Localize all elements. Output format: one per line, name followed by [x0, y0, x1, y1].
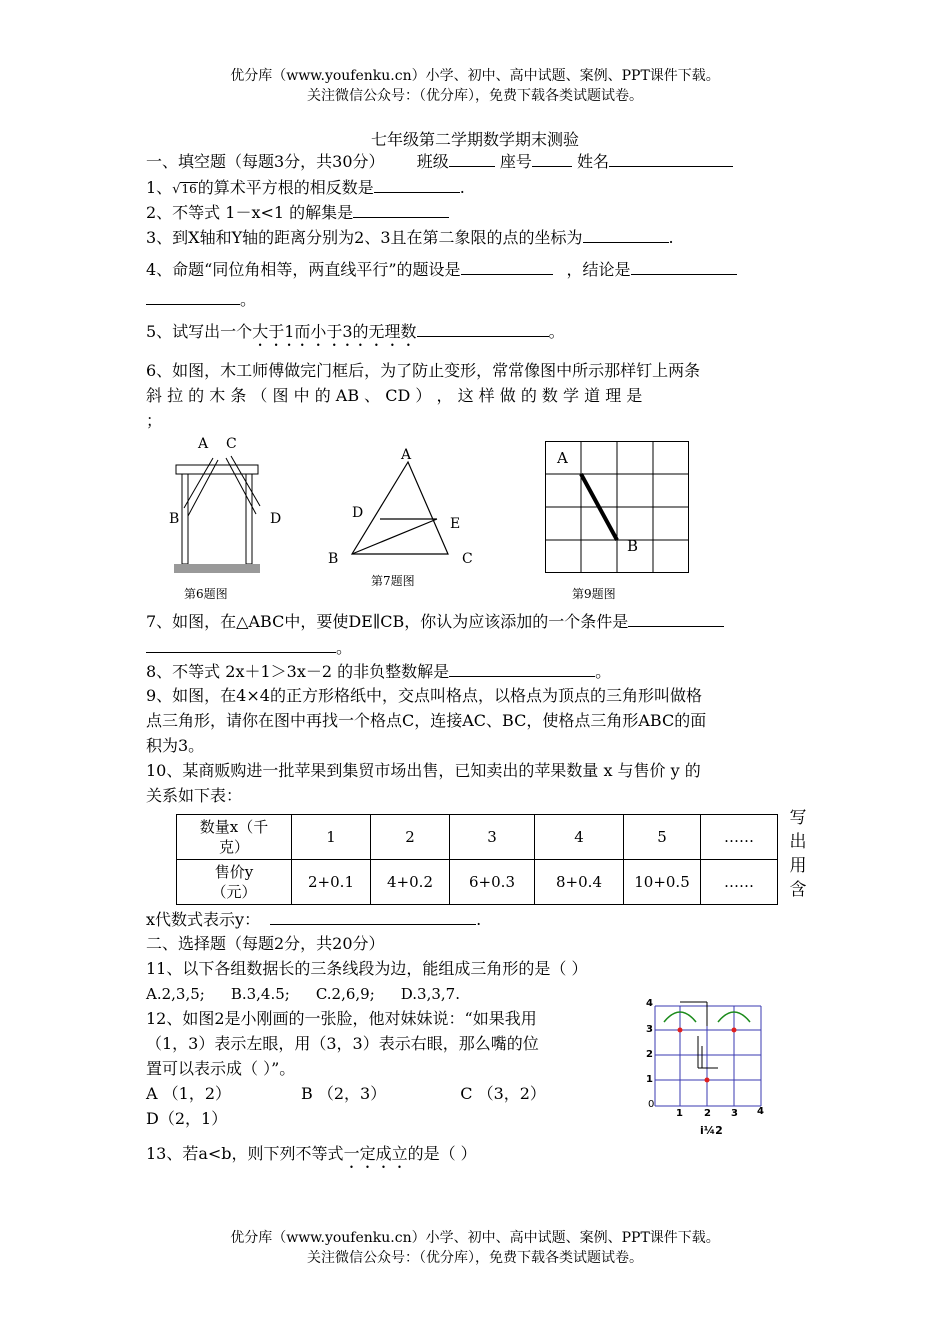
q1-number: 1、: [146, 178, 173, 197]
q2-text: 2、不等式 1－x<1 的解集是: [146, 203, 354, 222]
q7-blank-cont[interactable]: [146, 636, 336, 653]
table-row: [177, 860, 778, 905]
q13-pre: 13、若a<b，则下列不等式: [146, 1144, 344, 1163]
fig6-lintel: [176, 465, 258, 474]
question-13: [146, 1143, 477, 1172]
q4-blank-2[interactable]: [631, 258, 737, 275]
q12-line-3: 置可以表示成（ ）”。: [146, 1059, 296, 1078]
q2-blank[interactable]: [353, 201, 449, 218]
q4-mid: ，结论是: [566, 260, 631, 279]
fig2-x-tick-1: 1: [676, 1108, 683, 1119]
fig6-left-post: [182, 474, 188, 564]
q10-answer-row: [146, 908, 481, 931]
q12-line-2: （1，3）表示左眼，用（3，3）表示右眼，那么嘴的位: [146, 1034, 539, 1053]
fig7-segment-be: [352, 519, 437, 554]
name-label: 姓名: [576, 152, 609, 171]
fig2-y-tick-0: 0: [648, 1099, 655, 1110]
q12-options-row: [146, 1083, 546, 1105]
fig7-label-e: E: [450, 516, 461, 532]
q7-end: 。: [336, 638, 353, 657]
q9-line-2: 点三角形，请你在图中再找一个格点C，连接AC、BC，使格点三角形ABC的面: [146, 711, 707, 730]
q6-line-2: 斜 拉 的 木 条 （ 图 中 的 AB 、 CD ） ， 这 样 做 的 数 学 道 理 是: [146, 386, 643, 405]
footer-line-2: 关注微信公众号：（优分库），免费下载各类试题试卷。: [307, 1250, 643, 1266]
question-4-cont: [146, 288, 256, 311]
q11-options: [146, 983, 606, 1005]
table-cell: 8+0.4: [535, 860, 624, 905]
q5-pre: 5、试写出一个: [146, 322, 253, 341]
q1-end: .: [459, 178, 465, 197]
q7-text: 7、如图，在△ABC中，要使DE∥CB，你认为应该添加的一个条件是: [146, 612, 629, 631]
class-label: 班级: [416, 152, 449, 171]
q4-text: 4、命题“同位角相等，两直线平行”的题设是: [146, 260, 461, 279]
question-1: [146, 176, 465, 201]
q5-emphasis: 大于1而小于3的无理数: [252, 322, 417, 341]
q11-option-a[interactable]: A.2,3,5;: [146, 985, 205, 1003]
table-cell: 2: [371, 815, 450, 860]
fig9-label-a: A: [557, 449, 568, 467]
q10-line-1: 10、某商贩购进一批苹果到集贸市场出售，已知卖出的苹果数量 x 与售价 y 的: [146, 761, 701, 780]
q11-option-b[interactable]: B.3,4.5;: [230, 985, 290, 1003]
table-cell: 5: [624, 815, 701, 860]
table-cell: 4: [535, 815, 624, 860]
q9-line-1: 9、如图，在4×4的正方形格纸中，交点叫格点，以格点为顶点的三角形叫做格: [146, 686, 702, 705]
q13-emphasis: 一定成立: [343, 1144, 408, 1163]
fig9-caption: 第9题图: [572, 587, 616, 601]
fig6-label-a: A: [198, 436, 209, 452]
fig2-x-tick-2: 2: [704, 1108, 711, 1119]
question-7-cont: [146, 636, 352, 659]
name-blank[interactable]: [609, 150, 733, 167]
question-4: [146, 258, 737, 281]
fig2-face-grid: [640, 996, 770, 1122]
seat-label: 座号: [499, 152, 532, 171]
seat-blank[interactable]: [532, 150, 572, 167]
question-8: [146, 660, 611, 683]
right-eye-dot: [732, 1028, 737, 1033]
header-line-2: 关注微信公众号：（优分库），免费下载各类试题试卷。: [307, 88, 643, 104]
q12-option-d[interactable]: D（2，1）: [146, 1109, 228, 1128]
section1-heading: 一、填空题（每题3分，共30分）: [146, 152, 385, 171]
fig6-caption: 第6题图: [184, 587, 228, 601]
q13-end: 的是（ ）: [407, 1144, 477, 1163]
table-cell: 2+0.1: [292, 860, 371, 905]
fig2-x-tick-4: 4: [757, 1106, 764, 1117]
question-2: [146, 201, 449, 224]
q5-blank[interactable]: [417, 320, 549, 337]
mouth-dot: [705, 1078, 710, 1083]
q6-line-1: 6、如图，木工师傅做完门框后，为了防止变形，常常像图中所示那样钉上两条: [146, 361, 701, 380]
q11-option-c[interactable]: C.2,6,9;: [315, 985, 375, 1003]
q11-option-d[interactable]: D.3,3,7.: [400, 985, 460, 1003]
table-header-y: 售价y （元）: [177, 860, 292, 905]
fig7-caption: 第7题图: [371, 574, 415, 588]
fig7-triangle-abc: [352, 462, 448, 554]
table-cell: 4+0.2: [371, 860, 450, 905]
q3-end: .: [668, 228, 674, 247]
fig2-y-tick-4: 4: [646, 998, 653, 1009]
fig6-label-d: D: [270, 511, 282, 527]
q12-line-1: 12、如图2是小刚画的一张脸，他对妹妹说：“如果我用: [146, 1009, 537, 1028]
q12-option-c[interactable]: C （3，2）: [460, 1084, 546, 1103]
q4-end: 。: [240, 290, 257, 309]
fig9-label-b: B: [627, 537, 639, 555]
q1-radicand: 16: [181, 182, 197, 196]
q5-end: 。: [548, 322, 565, 341]
fig7-label-a: A: [401, 447, 412, 463]
q4-blank-2-cont[interactable]: [146, 288, 240, 305]
q3-text: 3、到X轴和Y轴的距离分别为2、3且在第二象限的点的坐标为: [146, 228, 583, 247]
q11-text: 11、以下各组数据长的三条线段为边，能组成三角形的是（ ）: [146, 959, 588, 978]
q10-side-text: 写 出 用 含: [789, 808, 807, 900]
question-3: [146, 226, 674, 249]
footer-line-1: 优分库（www.youfenku.cn）小学、初中、高中试题、案例、PPT课件下载。: [230, 1230, 720, 1246]
table-cell: 3: [450, 815, 535, 860]
left-eye-dot: [678, 1028, 683, 1033]
page-title: 七年级第二学期数学期末测验: [370, 130, 579, 149]
question-7: [146, 610, 724, 633]
table-cell: ……: [701, 860, 778, 905]
class-blank[interactable]: [449, 150, 495, 167]
q1-blank[interactable]: [374, 176, 460, 193]
table-cell: ……: [701, 815, 778, 860]
q8-blank[interactable]: [449, 660, 595, 677]
q7-blank[interactable]: [628, 610, 724, 627]
fig2-x-tick-3: 3: [731, 1108, 738, 1119]
table-header-x: 数量x（千 克）: [177, 815, 292, 860]
table-row: [177, 815, 778, 860]
q10-blank[interactable]: [270, 908, 476, 925]
fig2-y-tick-2: 2: [646, 1049, 653, 1060]
q1-text: 的算术平方根的相反数是: [197, 178, 374, 197]
fig6-base: [174, 564, 260, 573]
section1-heading-row: [146, 150, 733, 173]
fig6-label-b: B: [169, 511, 180, 527]
header-line-1: 优分库（www.youfenku.cn）小学、初中、高中试题、案例、PPT课件下载。: [230, 68, 720, 84]
fig6-door-frame: [160, 430, 290, 580]
q6-line-3: ；: [146, 411, 163, 430]
q10-table: [176, 814, 778, 905]
table-cell: 1: [292, 815, 371, 860]
q8-text: 8、不等式 2x＋1＞3x－2 的非负整数解是: [146, 662, 450, 681]
q10-line-2: 关系如下表：: [146, 786, 243, 805]
q9-line-3: 积为3。: [146, 736, 205, 755]
question-5: [146, 320, 565, 350]
q10-end: .: [476, 910, 482, 929]
table-cell: 10+0.5: [624, 860, 701, 905]
section2-heading: 二、选择题（每题2分，共20分）: [146, 934, 385, 953]
sqrt-icon: √: [172, 182, 181, 197]
fig2-y-tick-1: 1: [646, 1074, 653, 1085]
table-cell: 6+0.3: [450, 860, 535, 905]
fig7-label-c: C: [462, 551, 473, 567]
q10-after: x代数式表示y：: [146, 910, 261, 929]
q12-option-b[interactable]: B （2，3）: [301, 1084, 387, 1103]
fig7-label-b: B: [328, 551, 339, 567]
fig2-y-tick-3: 3: [646, 1024, 653, 1035]
q8-end: 。: [595, 662, 612, 681]
q12-option-a[interactable]: A （1，2）: [146, 1084, 232, 1103]
fig6-label-c: C: [226, 436, 237, 452]
q3-blank[interactable]: [583, 226, 669, 243]
q4-blank-1[interactable]: [461, 258, 553, 275]
fig7-label-d: D: [352, 505, 364, 521]
fig2-caption: i¼2: [700, 1124, 723, 1137]
